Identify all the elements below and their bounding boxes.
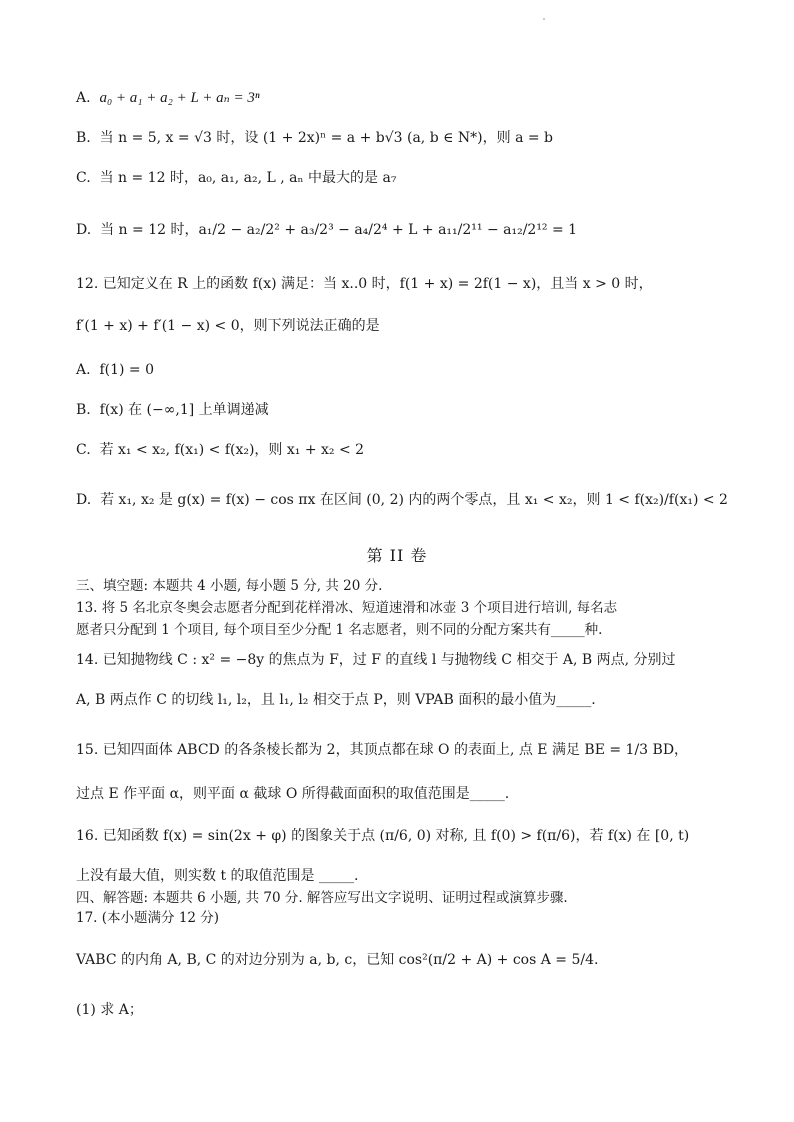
q16-line1: 16. 已知函数 f(x) = sin(2x + φ) 的图象关于点 (π/6, 0) 对称, 且 f(0) > f(π/6)，若 f(x) 在 [0, t)	[76, 828, 690, 844]
q12-option-d: D. 若 x₁, x₂ 是 g(x) = f(x) − cos πx 在区间 (0, 2) 内的两个零点，且 x₁ < x₂，则 1 < f(x₂)/f(x₁) < 2	[76, 492, 728, 508]
q17-title: 17. (本小题满分 12 分)	[76, 910, 220, 926]
part2-title: 第 II 卷	[366, 546, 428, 565]
q15-line1: 15. 已知四面体 ABCD 的各条棱长都为 2，其顶点都在球 O 的表面上, 点 E 满足 BE = 1/3 BD，	[76, 742, 689, 758]
q17-sub1: (1) 求 A；	[76, 1002, 143, 1018]
q12-option-a: A. f(1) = 0	[76, 362, 155, 378]
section3-header: 三、填空题: 本题共 4 小题, 每小题 5 分, 共 20 分.	[76, 578, 383, 594]
scan-dot	[543, 18, 545, 20]
q16-line2: 上没有最大值，则实数 t 的取值范围是 _____.	[76, 868, 359, 884]
q15-line2: 过点 E 作平面 α，则平面 α 截球 O 所得截面面积的取值范围是_____.	[76, 786, 510, 802]
q13-line2: 愿者只分配到 1 个项目, 每个项目至少分配 1 名志愿者，则不同的分配方案共有_____种.	[76, 622, 603, 638]
q11-option-d: D. 当 n = 12 时，a₁/2 − a₂/2² + a₃/2³ − a₄/2⁴ + L + a₁₁/2¹¹ − a₁₂/2¹² = 1	[76, 222, 578, 238]
q12-option-c: C. 若 x₁ < x₂, f(x₁) < f(x₂)，则 x₁ + x₂ < 2	[76, 442, 365, 458]
q14-line2: A, B 两点作 C 的切线 l₁, l₂，且 l₁, l₂ 相交于点 P，则 VPAB 面积的最小值为_____.	[76, 692, 596, 708]
q12-stem-line1: 12. 已知定义在 R 上的函数 f(x) 满足：当 x..0 时，f(1 + x) = 2f(1 − x)，且当 x > 0 时，	[76, 276, 653, 292]
q11-option-b: B. 当 n = 5, x = √3 时，设 (1 + 2x)ⁿ = a + b√3 (a, b ∈ N*)，则 a = b	[76, 130, 554, 146]
q11-option-a: A. a₀ + a₁ + a₂ + L + aₙ = 3ⁿ	[76, 90, 260, 106]
q12-stem-line2: f′(1 + x) + f′(1 − x) < 0，则下列说法正确的是	[76, 318, 380, 334]
q12-option-b: B. f(x) 在 (−∞,1] 上单调递减	[76, 402, 269, 418]
q13-line1: 13. 将 5 名北京冬奥会志愿者分配到花样滑冰、短道速滑和冰壶 3 个项目进行培训, 每名志	[76, 600, 618, 616]
q11-option-c: C. 当 n = 12 时，a₀, a₁, a₂, L , aₙ 中最大的是 a₇	[76, 170, 397, 186]
q17-line1: VABC 的内角 A, B, C 的对边分别为 a, b, c，已知 cos²(π/2 + A) + cos A = 5/4.	[76, 952, 599, 968]
q14-line1: 14. 已知抛物线 C : x² = −8y 的焦点为 F，过 F 的直线 l 与抛物线 C 相交于 A, B 两点, 分别过	[76, 652, 676, 668]
section4-header: 四、解答题: 本题共 6 小题, 共 70 分. 解答应写出文字说明、证明过程或演算步骤.	[76, 890, 568, 906]
